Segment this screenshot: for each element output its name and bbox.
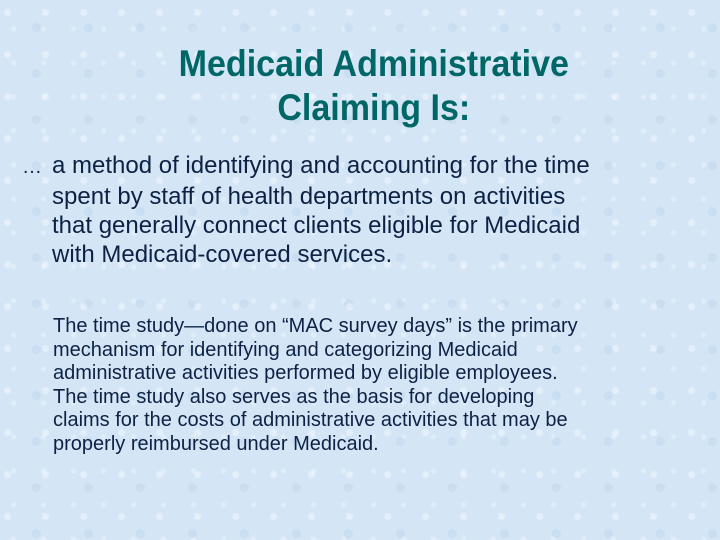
paragraph-line-5: claims for the costs of administrative activities that may be	[53, 409, 568, 431]
paragraph-line-4: The time study also serves as the basis for developing	[53, 385, 535, 408]
title-line-1: Medicaid Administrative	[178, 43, 569, 84]
definition-line-3: that generally connect clients eligible for Medicaid	[52, 212, 581, 239]
definition-line-1-text: a method of identifying and accounting for the time	[52, 152, 590, 179]
paragraph-line-6: properly reimbursed under Medicaid.	[53, 432, 379, 455]
definition-line-1	[22, 151, 702, 182]
paragraph-line-1: The time study—done on “MAC survey days” is the primary	[53, 315, 578, 337]
paragraph-line-3: administrative activities performed by eligible employees.	[53, 362, 558, 384]
definition-line-4: with Medicaid-covered services.	[52, 241, 393, 268]
title-line-2: Claiming Is:	[277, 87, 471, 128]
time-study-paragraph	[53, 315, 703, 456]
paragraph-line-2: mechanism for identifying and categorizing Medicaid	[53, 338, 518, 361]
definition-line-2: spent by staff of health departments on activities	[52, 183, 566, 210]
definition-text	[22, 151, 702, 269]
ellipsis-prefix: …	[22, 156, 42, 178]
slide-title	[29, 42, 691, 130]
